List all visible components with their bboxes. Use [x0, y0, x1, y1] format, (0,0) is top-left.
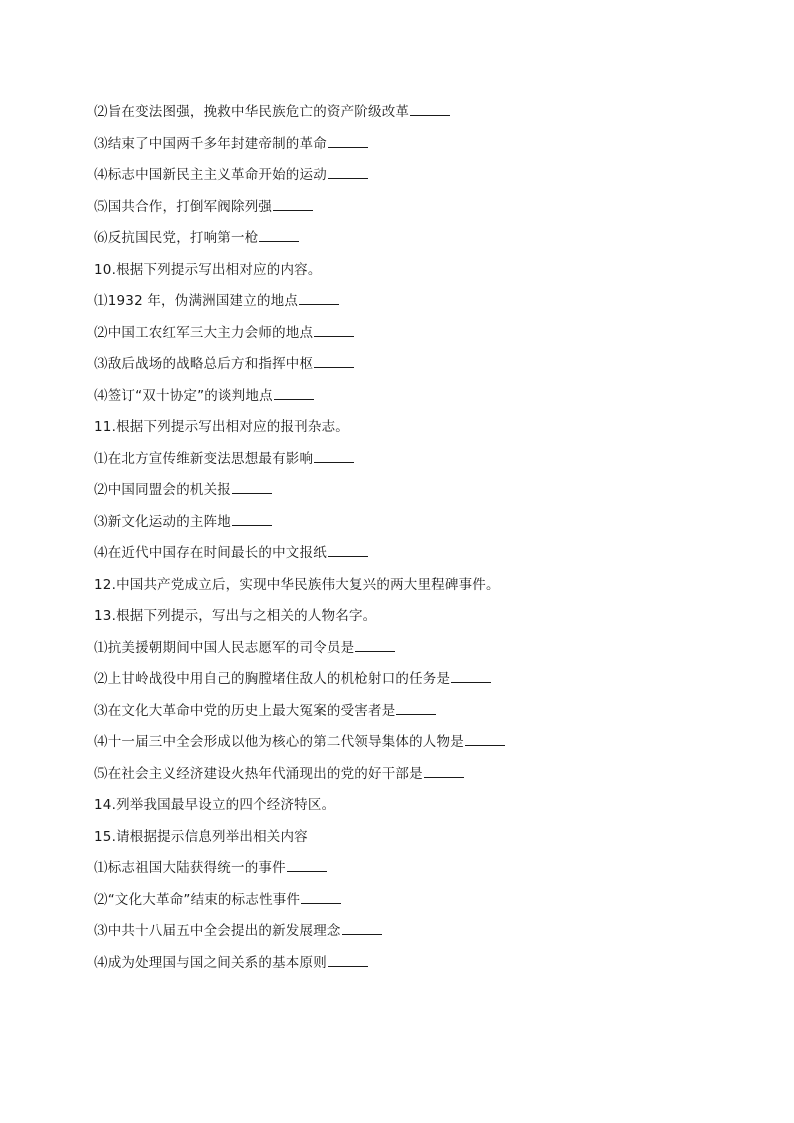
line-text: 13.根据下列提示，写出与之相关的人物名字。: [94, 608, 377, 624]
answer-blank: [314, 354, 354, 368]
line-text: ⑵“文化大革命”结束的标志性事件: [94, 891, 301, 908]
question-line: [94, 133, 734, 165]
answer-blank: [410, 102, 450, 116]
answer-blank: [232, 480, 272, 494]
answer-blank: [314, 449, 354, 463]
line-text: 11.根据下列提示写出相对应的报刊杂志。: [94, 419, 349, 435]
question-line: [94, 920, 734, 952]
line-text: ⑴标志祖国大陆获得统一的事件: [94, 860, 286, 876]
line-text: ⑶结束了中国两千多年封建帝制的革命: [94, 135, 327, 152]
question-line: [94, 353, 734, 385]
question-line: [94, 857, 734, 889]
question-line: [94, 731, 734, 763]
line-text: ⑷签订“双十协定”的谈判地点: [94, 387, 273, 404]
answer-blank: [299, 291, 339, 305]
question-line: [94, 889, 734, 921]
question-line: [94, 952, 734, 984]
line-text: ⑶在文化大革命中党的历史上最大冤案的受害者是: [94, 702, 396, 719]
question-heading: [94, 605, 734, 637]
line-text: ⑵旨在变法图强，挽救中华民族危亡的资产阶级改革: [94, 104, 410, 120]
question-heading: [94, 826, 734, 858]
answer-blank: [424, 764, 464, 778]
answer-blank: [259, 228, 299, 242]
question-heading: [94, 794, 734, 826]
line-text: ⑹反抗国民党，打响第一枪: [94, 230, 259, 246]
question-line: [94, 542, 734, 574]
question-line: [94, 668, 734, 700]
answer-blank: [287, 858, 327, 872]
answer-blank: [451, 669, 491, 683]
line-text: ⑵中国同盟会的机关报: [94, 482, 231, 498]
answer-blank: [342, 921, 382, 935]
answer-blank: [328, 134, 368, 148]
question-line: [94, 763, 734, 795]
line-text: ⑷十一届三中全会形成以他为核心的第二代领导集体的人物是: [94, 734, 464, 750]
line-text: 12.中国共产党成立后，实现中华民族伟大复兴的两大里程碑事件。: [94, 576, 500, 593]
line-text: ⑵上甘岭战役中用自己的胸膛堵住敌人的机枪射口的任务是: [94, 671, 451, 687]
line-text: ⑶敌后战场的战略总后方和指挥中枢: [94, 356, 314, 372]
question-line: [94, 479, 734, 511]
question-line: [94, 637, 734, 669]
answer-blank: [355, 638, 395, 652]
question-line: [94, 511, 734, 543]
answer-blank: [465, 732, 505, 746]
line-text: ⑷成为处理国与国之间关系的基本原则: [94, 954, 327, 971]
question-line: [94, 101, 734, 133]
line-text: 14.列举我国最早设立的四个经济特区。: [94, 797, 336, 813]
answer-blank: [314, 323, 354, 337]
line-text: ⑸在社会主义经济建设火热年代涌现出的党的好干部是: [94, 765, 423, 782]
line-text: ⑶新文化运动的主阵地: [94, 513, 231, 530]
answer-blank: [328, 953, 368, 967]
line-text: ⑷标志中国新民主主义革命开始的运动: [94, 167, 327, 183]
question-heading: [94, 416, 734, 448]
question-line: [94, 322, 734, 354]
question-heading: [94, 574, 734, 606]
question-line: [94, 448, 734, 480]
question-line: [94, 164, 734, 196]
question-line: [94, 700, 734, 732]
line-text: ⑸国共合作，打倒军阀除列强: [94, 198, 273, 215]
answer-blank: [396, 701, 436, 715]
line-text: ⑷在近代中国存在时间最长的中文报纸: [94, 545, 327, 561]
line-text: 10.根据下列提示写出相对应的内容。: [94, 261, 322, 278]
line-text: ⑴1932 年，伪满洲国建立的地点: [94, 293, 299, 309]
line-text: ⑴在北方宣传维新变法思想最有影响: [94, 450, 314, 467]
answer-blank: [273, 197, 313, 211]
line-text: 15.请根据提示信息列举出相关内容: [94, 828, 308, 845]
answer-blank: [274, 386, 314, 400]
answer-blank: [328, 543, 368, 557]
line-text: ⑶中共十八届五中全会提出的新发展理念: [94, 923, 341, 939]
line-text: ⑴抗美援朝期间中国人民志愿军的司令员是: [94, 639, 355, 656]
answer-blank: [301, 890, 341, 904]
question-line: [94, 227, 734, 259]
question-line: [94, 196, 734, 228]
question-heading: [94, 259, 734, 291]
question-line: [94, 290, 734, 322]
answer-blank: [328, 165, 368, 179]
question-line: [94, 385, 734, 417]
line-text: ⑵中国工农红军三大主力会师的地点: [94, 324, 314, 341]
answer-blank: [232, 512, 272, 526]
